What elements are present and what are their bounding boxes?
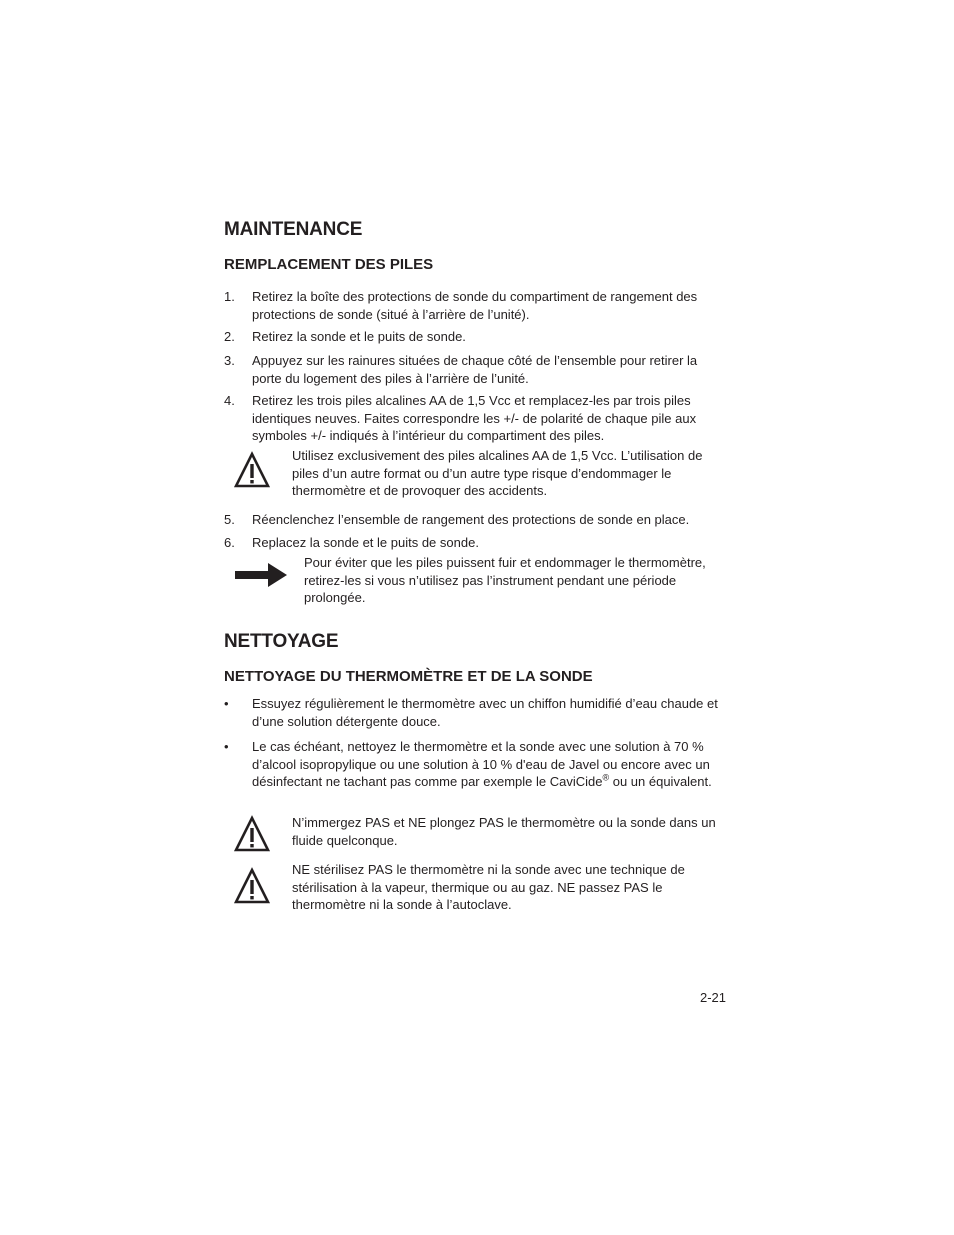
step-number-6: 6.	[224, 535, 235, 550]
step-number-3: 3.	[224, 353, 235, 368]
step-text-3: Appuyez sur les rainures situées de chaque côté de l’ensemble pour retirer la porte du logement des piles à l’arrière de l’unité.	[252, 353, 698, 386]
step-text-6: Replacez la sonde et le puits de sonde.	[252, 535, 479, 550]
warning-triangle-icon	[234, 451, 270, 489]
warning-text-battery-type: Utilisez exclusivement des piles alcalines AA de 1,5 Vcc. L’utilisation de piles d’un autre format ou d’un autre type risque d’endommager le thermomètre et de provoquer des accidents.	[292, 448, 703, 498]
section-heading-cleaning: NETTOYAGE	[224, 631, 339, 652]
subheading-cleaning-thermometer: NETTOYAGE DU THERMOMÈTRE ET DE LA SONDE	[224, 668, 593, 685]
step-number-1: 1.	[224, 289, 235, 304]
bullet-text-1: Essuyez régulièrement le thermomètre avec un chiffon humidifié d’eau chaude et d’une solution détergente douce.	[252, 696, 718, 729]
page-number: 2-21	[699, 990, 726, 1005]
bullet-marker-1: •	[224, 696, 229, 711]
subheading-battery-replacement: REMPLACEMENT DES PILES	[224, 256, 434, 273]
bullet-marker-2: •	[224, 739, 229, 754]
registered-mark: ®	[602, 772, 610, 783]
bullet-text-2-main: Le cas échéant, nettoyez le thermomètre et la sonde avec une solution à 70 % d’alcool isopropylique ou une solution à 10 % d'eau de Javel ou encore avec un désinfectant ne tachant pas comme par exemple le CaviCide	[252, 739, 710, 789]
arrow-right-icon	[234, 561, 288, 589]
step-text-5: Réenclenchez l’ensemble de rangement des protections de sonde en place.	[252, 512, 690, 527]
step-text-4: Retirez les trois piles alcalines AA de 1,5 Vcc et remplacez-les par trois piles identiques neuves. Faites correspondre les +/- de polarité de chaque pile aux symboles +/- indiqués à l’intérieur du compartiment des piles.	[252, 393, 697, 443]
step-number-5: 5.	[224, 512, 235, 527]
step-text-1: Retirez la boîte des protections de sonde du compartiment de rangement des protections de sonde (situé à l’arrière de l’unité).	[252, 289, 698, 322]
warning-triangle-icon	[234, 815, 270, 853]
warning-text-no-immersion: N’immergez PAS et NE plongez PAS le thermomètre ou la sonde dans un fluide quelconque.	[292, 815, 716, 848]
note-text-battery-storage: Pour éviter que les piles puissent fuir et endommager le thermomètre, retirez-les si vous n’utilisez pas l’instrument pendant une période prolongée.	[304, 555, 706, 605]
bullet-text-2	[252, 738, 730, 791]
bullet-text-2-end: ou un équivalent.	[609, 774, 712, 789]
section-heading-maintenance: MAINTENANCE	[224, 219, 363, 240]
warning-triangle-icon	[234, 867, 270, 905]
step-text-2: Retirez la sonde et le puits de sonde.	[252, 329, 466, 344]
warning-text-no-sterilization: NE stérilisez PAS le thermomètre ni la sonde avec une technique de stérilisation à la vapeur, thermique ou au gaz. NE passez PAS le thermomètre ni la sonde à l’autoclave.	[292, 862, 685, 912]
step-number-2: 2.	[224, 329, 235, 344]
step-number-4: 4.	[224, 393, 235, 408]
